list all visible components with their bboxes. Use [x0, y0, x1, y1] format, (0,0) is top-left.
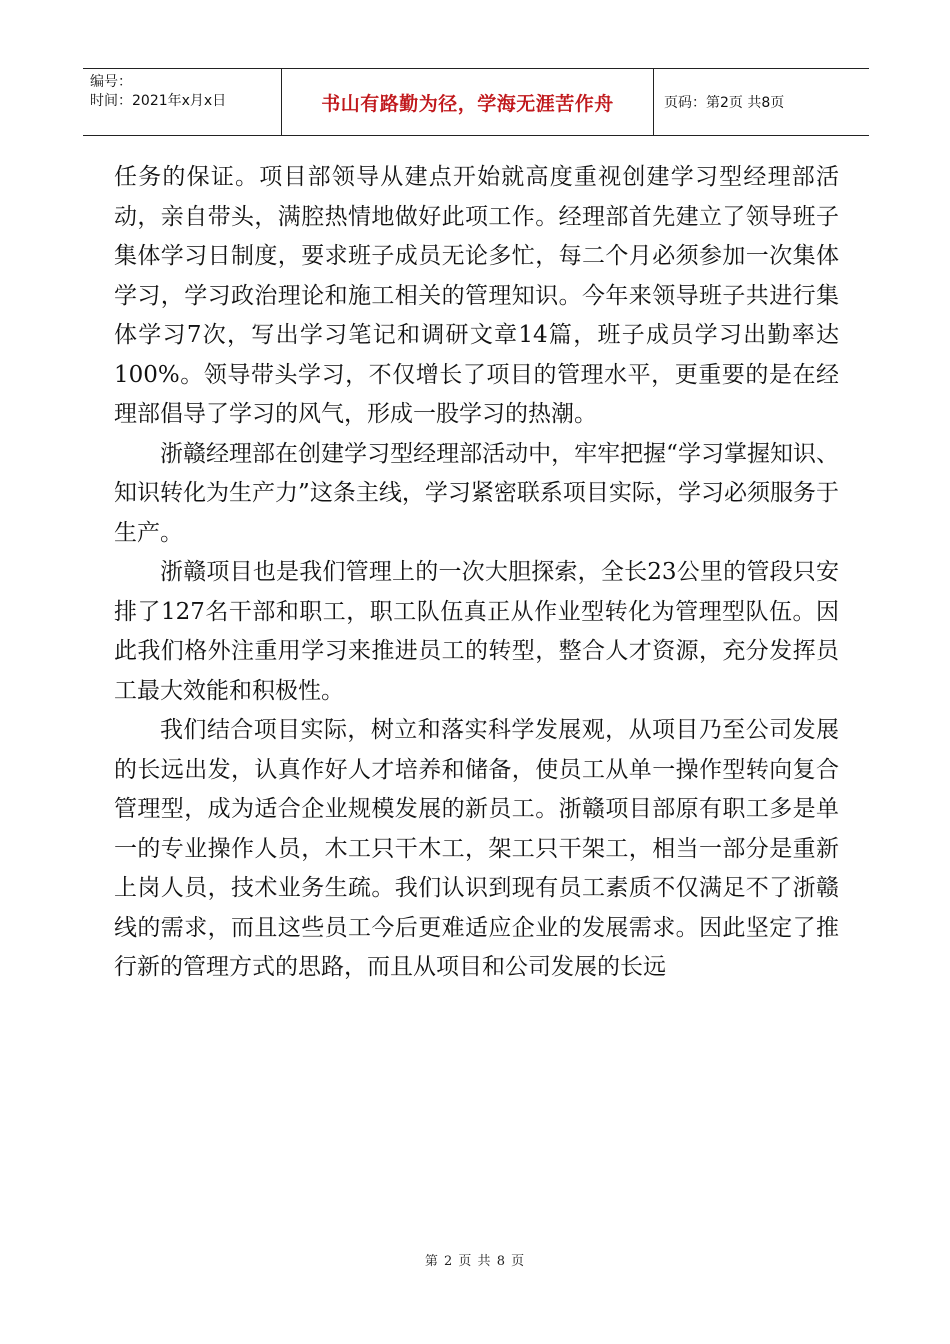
header-meta-cell: [83, 69, 282, 135]
document-number-label: 编号：: [90, 74, 132, 90]
paragraph: 我们结合项目实际，树立和落实科学发展观，从项目乃至公司发展的长远出发，认真作好人才培养和储备，使员工从单一操作型转向复合管理型，成为适合企业规模发展的新员工。浙赣项目部原有职工多是单一的专业操作人员，木工只干木工，架工只干架工，相当一部分是重新上岗人员，技术业务生疏。我们认识到现有员工素质不仅满足不了浙赣线的需求，而且这些员工今后更难适应企业的发展需求。因此坚定了推行新的管理方式的思路，而且从项目和公司发展的长远: [114, 717, 839, 980]
page-footer: 第 2 页 共 8 页: [424, 1254, 526, 1269]
page-header: [83, 68, 869, 136]
paragraph: 浙赣经理部在创建学习型经理部活动中，牢牢把握“学习掌握知识、知识转化为生产力”这条主线，学习紧密联系项目实际，学习必须服务于生产。: [114, 440, 839, 546]
document-body: [114, 158, 839, 988]
document-time-label: 时间：2021年x月x日: [90, 93, 227, 109]
paragraph: 浙赣项目也是我们管理上的一次大胆探索，全长23公里的管段只安排了127名干部和职工，职工队伍真正从作业型转化为管理型队伍。因此我们格外注重用学习来推进员工的转型，整合人才资源，充分发挥员工最大效能和积极性。: [114, 559, 839, 704]
paragraph: 任务的保证。项目部领导从建点开始就高度重视创建学习型经理部活动，亲自带头，满腔热情地做好此项工作。经理部首先建立了领导班子集体学习日制度，要求班子成员无论多忙，每二个月必须参加一次集体学习，学习政治理论和施工相关的管理知识。今年来领导班子共进行集体学习7次，写出学习笔记和调研文章14篇，班子成员学习出勤率达100%。领导带头学习，不仅增长了项目的管理水平，更重要的是在经理部倡导了学习的风气，形成一股学习的热潮。: [114, 164, 839, 427]
header-motto: 书山有路勤为径，学海无涯苦作舟: [282, 69, 654, 135]
header-page-code: 页码：第2页 共8页: [664, 95, 785, 111]
